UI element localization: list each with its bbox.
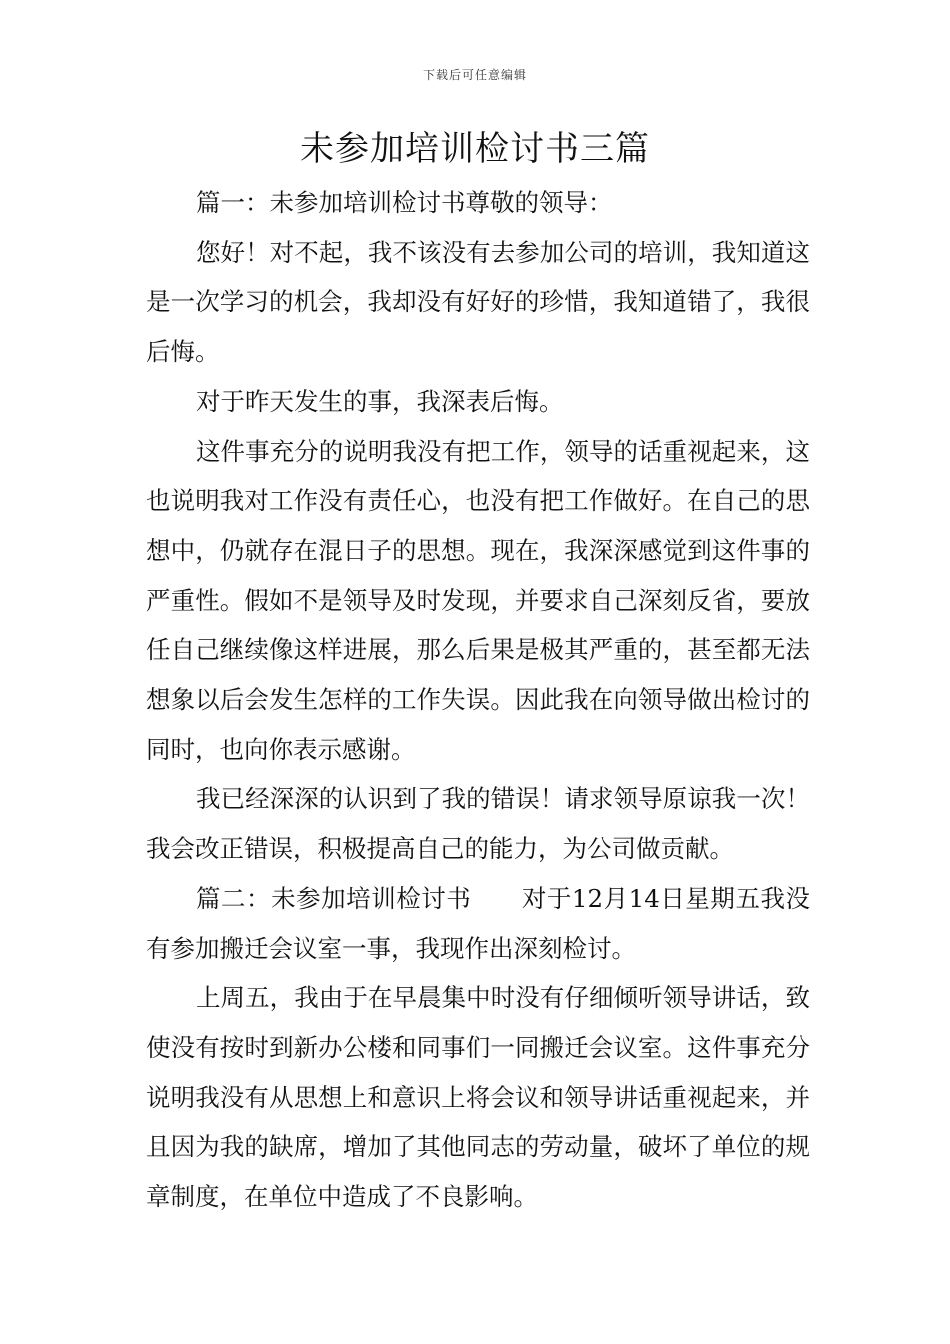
section-two-paragraph [146,874,810,973]
paragraph: 您好！对不起，我不该没有去参加公司的培训，我知道这是一次学习的机会，我却没有好好的珍惜，我知道错了，我很后悔。 [146,237,810,367]
paragraph: 对于昨天发生的事，我深表后悔。 [196,386,564,416]
document-body [146,178,810,1222]
section-one-heading: 篇一：未参加培训检讨书尊敬的领导： [196,188,613,217]
paragraph: 上周五，我由于在早晨集中时没有仔细倾听领导讲话，致使没有按时到新办公楼和同事们一同搬迁会议室。这件事充分说明我没有从思想上和意识上将会议和领导讲话重视起来，并且因为我的缺席，增加了其他同志的劳动量，破坏了单位的规章制度，在单位中造成了不良影响。 [146,983,810,1212]
header-note: 下载后可任意编辑 [422,68,527,82]
section-two-text: 对于12月14日星期五我没有参加搬迁会议室一事，我现作出深刻检讨。 [146,883,810,963]
section-two-heading: 篇二：未参加培训检讨书 [196,883,472,913]
document-title: 未参加培训检讨书三篇 [300,129,650,169]
paragraph: 我已经深深的认识到了我的错误！请求领导原谅我一次！我会改正错误，积极提高自己的能力，为公司做贡献。 [146,784,810,864]
paragraph: 这件事充分的说明我没有把工作，领导的话重视起来，这也说明我对工作没有责任心，也没有把工作做好。在自己的思想中，仍就存在混日子的思想。现在，我深深感觉到这件事的严重性。假如不是领导及时发现，并要求自己深刻反省，要放任自己继续像这样进展，那么后果是极其严重的，甚至都无法想象以后会发生怎样的工作失误。因此我在向领导做出检讨的同时，也向你表示感谢。 [146,436,810,764]
